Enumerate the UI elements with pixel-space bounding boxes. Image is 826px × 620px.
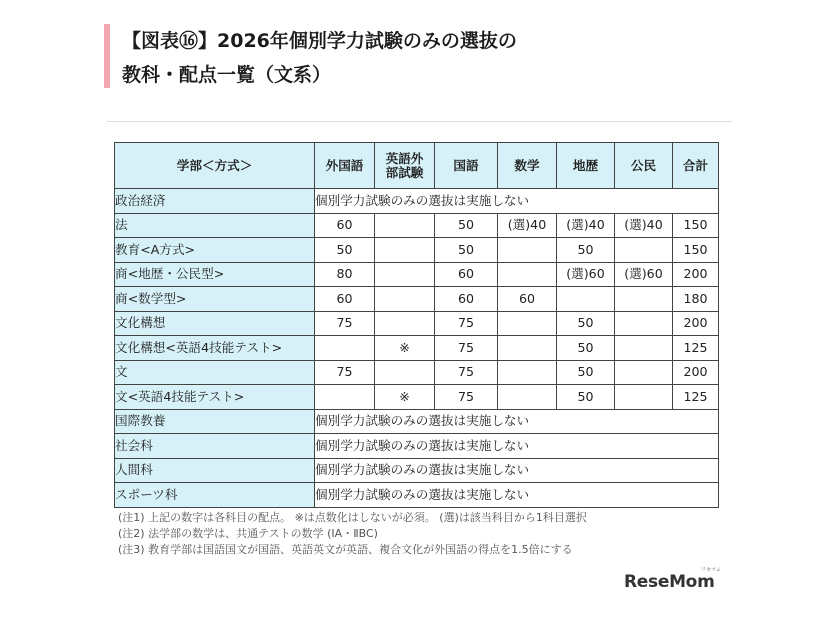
score-cell	[498, 238, 557, 263]
table-row	[115, 287, 719, 312]
score-cell: 50	[435, 238, 498, 263]
row-note: 個別学力試験のみの選抜は実施しない	[315, 458, 719, 483]
score-cell: ※	[375, 336, 435, 361]
header-geography-history: 地歴	[557, 143, 615, 189]
score-cell: 200	[673, 360, 719, 385]
resemom-logo: ReseMom	[624, 572, 715, 592]
row-note: 個別学力試験のみの選抜は実施しない	[315, 434, 719, 459]
score-cell	[498, 311, 557, 336]
score-table	[114, 142, 719, 508]
header-english-external-test	[375, 143, 435, 189]
score-cell: 50	[557, 385, 615, 410]
table-row	[115, 385, 719, 410]
table-row	[115, 409, 719, 434]
row-label: 法	[115, 213, 315, 238]
score-cell: 200	[673, 311, 719, 336]
score-cell: 50	[315, 238, 375, 263]
score-cell	[315, 385, 375, 410]
separator-line	[107, 121, 732, 122]
score-cell: (選)60	[615, 262, 673, 287]
score-cell: 150	[673, 238, 719, 263]
score-cell: 60	[435, 287, 498, 312]
score-cell	[615, 311, 673, 336]
header-foreign-language: 外国語	[315, 143, 375, 189]
row-label: 文化構想	[115, 311, 315, 336]
score-cell	[375, 213, 435, 238]
score-cell: 75	[435, 336, 498, 361]
row-label: 文<英語4技能テスト>	[115, 385, 315, 410]
score-cell: 50	[557, 311, 615, 336]
row-label: 商<数学型>	[115, 287, 315, 312]
header-faculty: 学部＜方式＞	[115, 143, 315, 189]
resemom-logo-sub: リセマム	[701, 567, 721, 573]
score-cell: 60	[315, 287, 375, 312]
note-3: (注3) 教育学部は国語国文が国語、英語英文が英語、複合文化が外国語の得点を1.5倍にする	[118, 543, 573, 556]
row-note: 個別学力試験のみの選抜は実施しない	[315, 409, 719, 434]
score-cell: 150	[673, 213, 719, 238]
score-cell: 180	[673, 287, 719, 312]
score-cell: 50	[557, 360, 615, 385]
score-cell	[498, 262, 557, 287]
score-cell: 75	[435, 385, 498, 410]
score-cell: ※	[375, 385, 435, 410]
score-cell	[615, 238, 673, 263]
table-body	[115, 189, 719, 508]
score-cell	[375, 287, 435, 312]
table-row	[115, 483, 719, 508]
header-english-external-line-2: 部試験	[385, 164, 424, 180]
table-header-row	[115, 143, 719, 189]
table-row	[115, 311, 719, 336]
score-cell: 125	[673, 385, 719, 410]
score-cell	[557, 287, 615, 312]
table-row	[115, 262, 719, 287]
score-cell: 60	[498, 287, 557, 312]
table-row	[115, 189, 719, 214]
score-cell: 50	[557, 238, 615, 263]
score-cell	[375, 360, 435, 385]
table-row	[115, 238, 719, 263]
score-cell	[498, 336, 557, 361]
notes-block	[118, 510, 587, 558]
score-cell	[375, 238, 435, 263]
score-cell: 60	[435, 262, 498, 287]
header-civics: 公民	[615, 143, 673, 189]
row-label: 商<地歴・公民型>	[115, 262, 315, 287]
row-label: 教育<A方式>	[115, 238, 315, 263]
table-row	[115, 336, 719, 361]
row-label: 文化構想<英語4技能テスト>	[115, 336, 315, 361]
row-label: 国際教養	[115, 409, 315, 434]
score-cell: (選)40	[557, 213, 615, 238]
score-cell	[375, 311, 435, 336]
score-cell: 125	[673, 336, 719, 361]
row-note: 個別学力試験のみの選抜は実施しない	[315, 189, 719, 214]
score-cell: (選)60	[557, 262, 615, 287]
score-cell: 75	[435, 360, 498, 385]
score-cell: (選)40	[615, 213, 673, 238]
row-label: 文	[115, 360, 315, 385]
score-cell	[498, 360, 557, 385]
row-label: スポーツ科	[115, 483, 315, 508]
row-label: 社会科	[115, 434, 315, 459]
score-cell	[615, 360, 673, 385]
note-2: (注2) 法学部の数学は、共通テストの数学 (ⅠA・ⅡBC)	[118, 527, 378, 540]
score-cell	[315, 336, 375, 361]
table-row	[115, 434, 719, 459]
score-cell: 50	[557, 336, 615, 361]
score-cell: 50	[435, 213, 498, 238]
table-row	[115, 458, 719, 483]
row-label: 政治経済	[115, 189, 315, 214]
score-cell	[615, 336, 673, 361]
score-cell: 75	[315, 311, 375, 336]
row-label: 人間科	[115, 458, 315, 483]
score-cell	[375, 262, 435, 287]
note-1: (注1) 上記の数字は各科目の配点。 ※は点数化はしないが必須。 (選)は該当科目から1科目選択	[118, 511, 587, 524]
score-cell: 60	[315, 213, 375, 238]
title-line-1: 【図表⑯】2026年個別学力試験のみの選抜の	[122, 30, 517, 52]
score-cell: (選)40	[498, 213, 557, 238]
title-accent-bar	[104, 24, 110, 88]
score-cell: 200	[673, 262, 719, 287]
title-block	[104, 22, 744, 90]
score-cell: 75	[435, 311, 498, 336]
score-cell: 75	[315, 360, 375, 385]
title-line-2: 教科・配点一覧（文系）	[122, 64, 332, 86]
header-total: 合計	[673, 143, 719, 189]
score-cell	[615, 385, 673, 410]
score-cell	[615, 287, 673, 312]
header-math: 数学	[498, 143, 557, 189]
row-note: 個別学力試験のみの選抜は実施しない	[315, 483, 719, 508]
table-row	[115, 360, 719, 385]
header-japanese: 国語	[435, 143, 498, 189]
header-english-external-line-1: 英語外	[385, 150, 424, 166]
score-cell: 80	[315, 262, 375, 287]
table-row	[115, 213, 719, 238]
score-cell	[498, 385, 557, 410]
